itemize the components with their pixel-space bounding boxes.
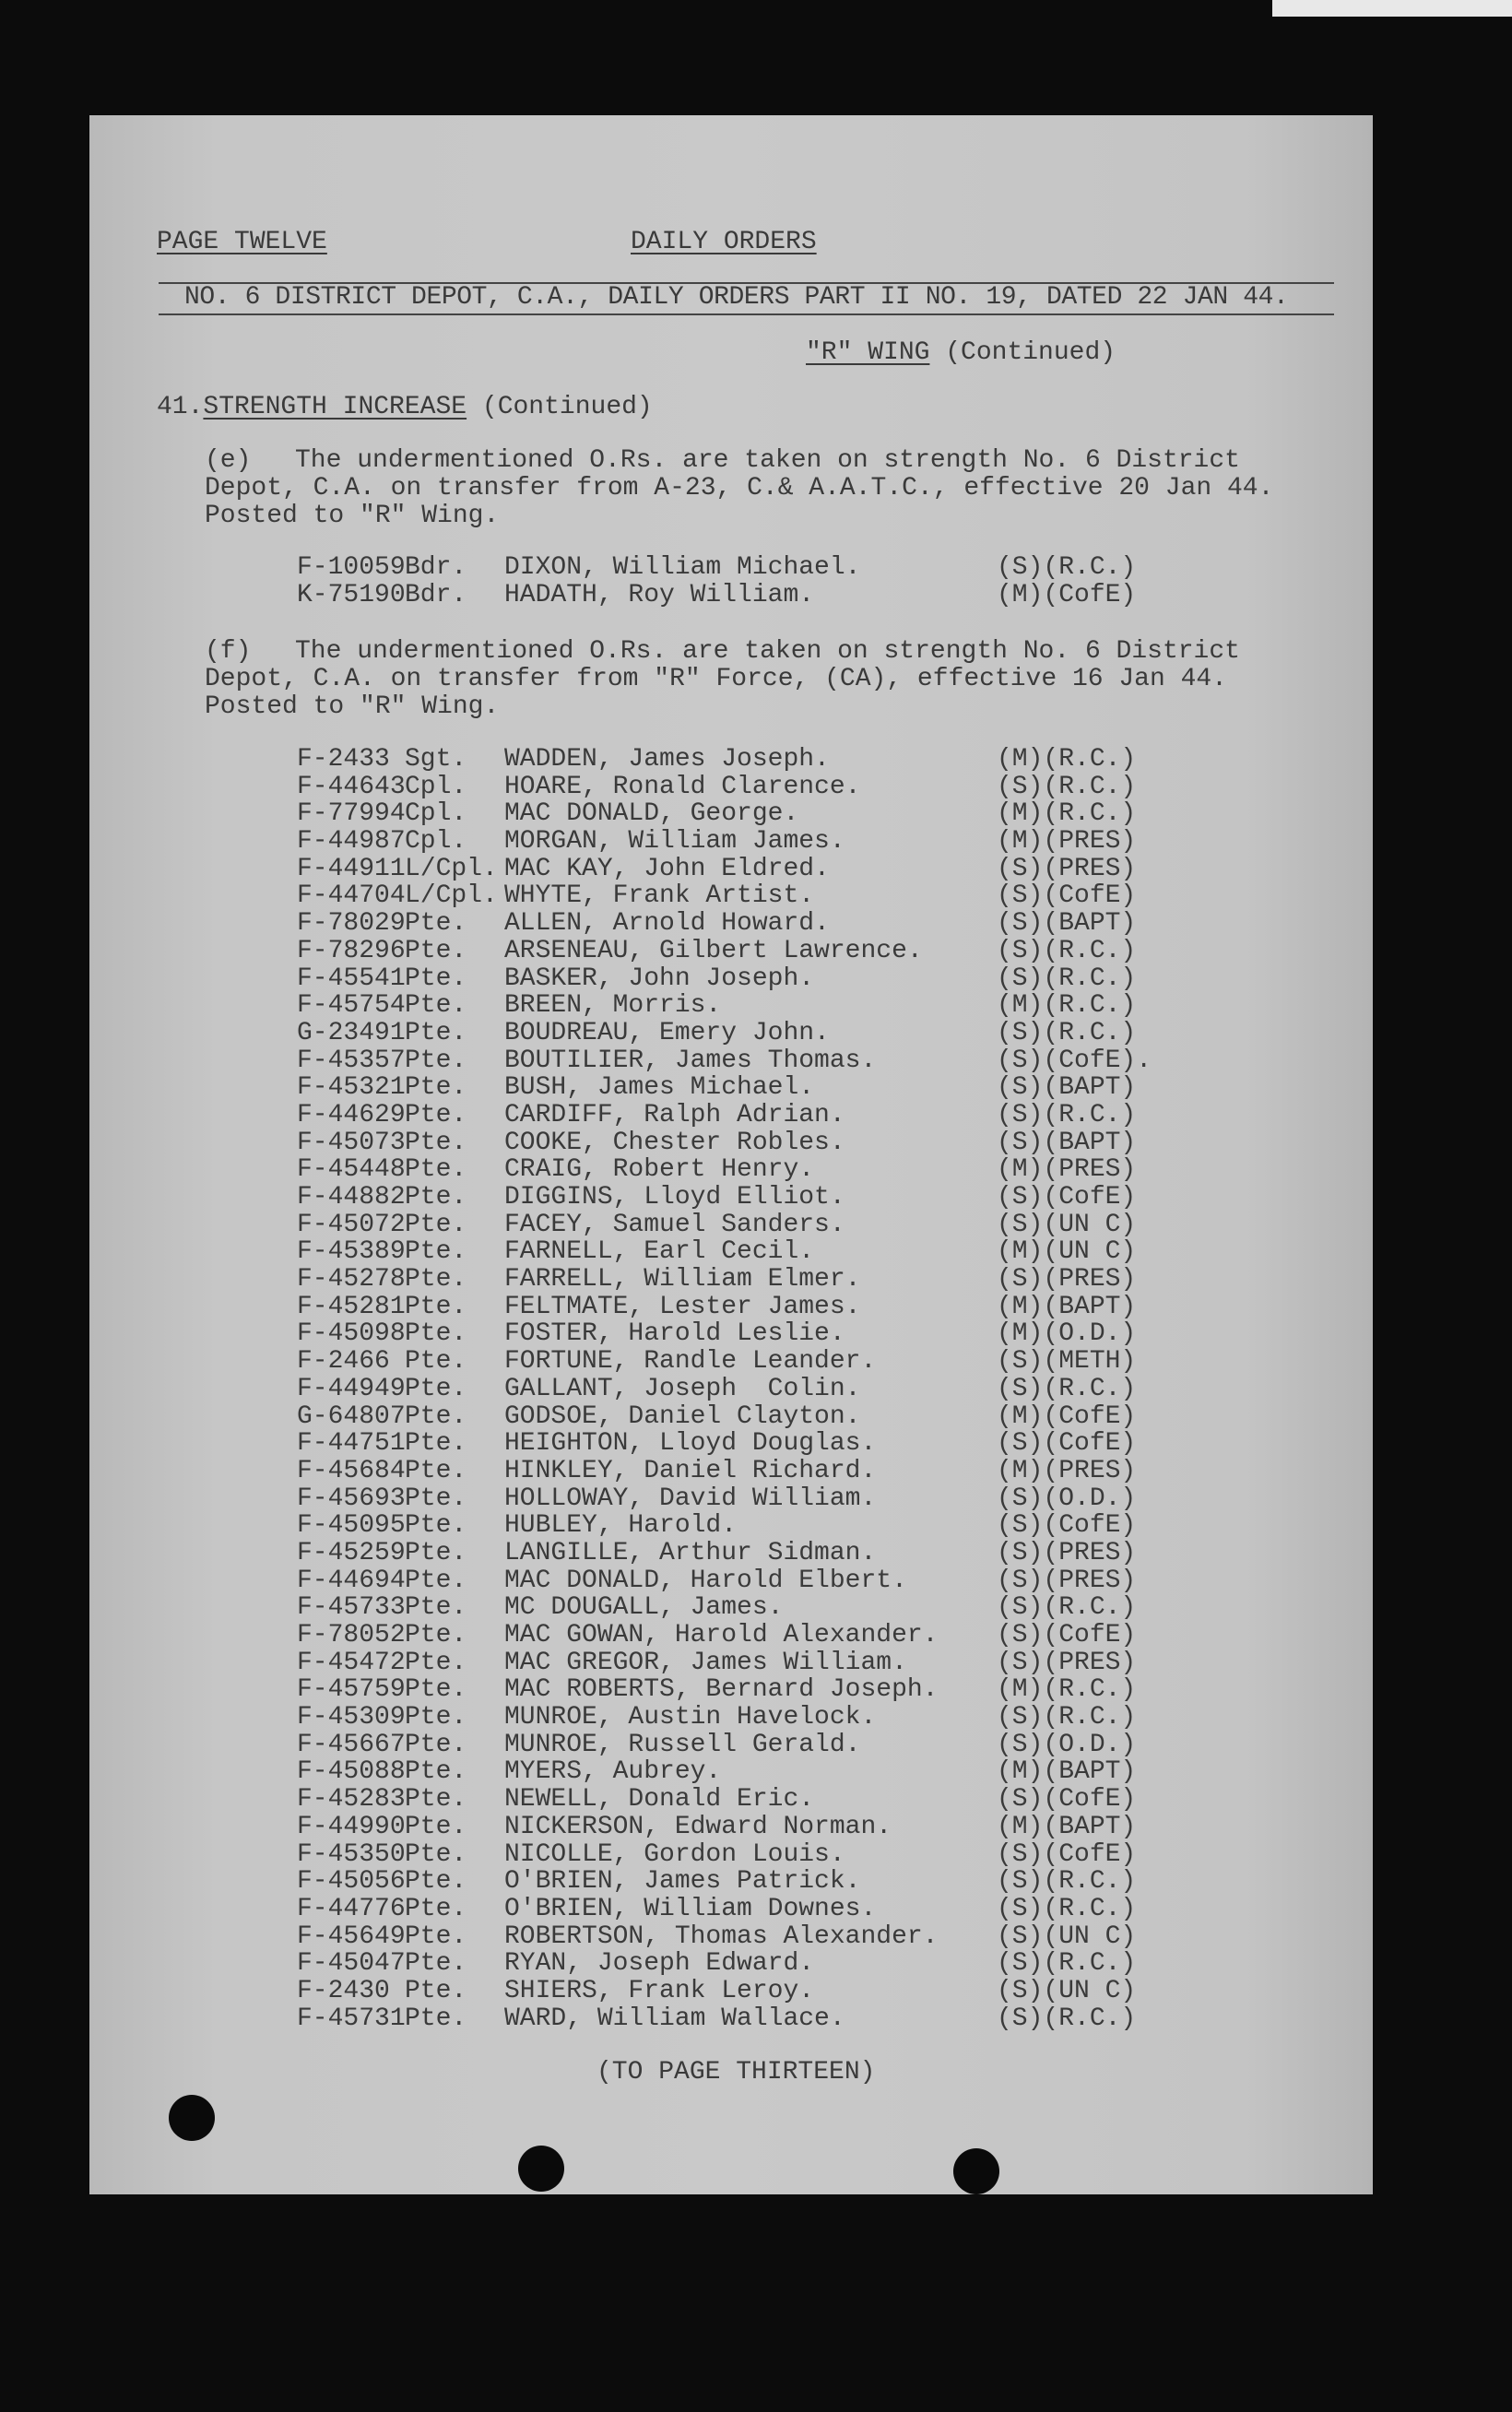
soldier-name: DIXON, William Michael.	[504, 553, 861, 582]
list-item	[297, 1430, 1357, 1458]
service-number: F-2430	[297, 1976, 390, 2005]
list-item	[297, 1266, 1357, 1294]
rank: Pte.	[405, 1183, 467, 1212]
rank: Pte.	[405, 964, 467, 993]
list-item	[297, 1594, 1357, 1622]
status-code: (M)(R.C.)	[997, 1675, 1137, 1705]
rank: Pte.	[405, 1867, 467, 1897]
rank: Pte.	[405, 1484, 467, 1513]
status-code: (M)(PRES)	[997, 827, 1137, 857]
soldier-name: WARD, William Wallace.	[504, 2004, 845, 2033]
list-item	[297, 1732, 1357, 1759]
service-number: F-44990	[297, 1812, 406, 1841]
para-e-line: Posted to "R" Wing.	[205, 502, 500, 530]
rank: Bdr.	[405, 580, 467, 609]
soldier-name: HOLLOWAY, David William.	[504, 1484, 877, 1513]
status-code: (M)(CofE)	[997, 1401, 1137, 1431]
document-title: DAILY ORDERS	[631, 228, 817, 256]
list-item	[297, 1896, 1357, 1923]
list-item	[297, 582, 1357, 609]
para-f-line: Depot, C.A. on transfer from "R" Force, (CA), effective 16 Jan 44.	[205, 665, 1227, 693]
status-code: (S)(R.C.)	[997, 1374, 1137, 1403]
soldier-name: NEWELL, Donald Eric.	[504, 1785, 815, 1815]
rank: Pte.	[405, 1265, 467, 1295]
rank: Cpl.	[405, 772, 467, 801]
rank: Pte.	[405, 1621, 467, 1649]
rank: Pte.	[405, 1155, 467, 1185]
service-number: F-45095	[297, 1511, 406, 1541]
status-code: (S)(R.C.)	[997, 1100, 1137, 1129]
list-item	[297, 1978, 1357, 2005]
service-number: F-45357	[297, 1046, 406, 1075]
status-code: (S)(O.D.)	[997, 1484, 1137, 1513]
list-item	[297, 1540, 1357, 1567]
entries-f	[297, 746, 1357, 2032]
status-code: (S)(CofE)	[997, 1511, 1137, 1541]
list-item	[297, 1294, 1357, 1321]
soldier-name: WADDEN, James Joseph.	[504, 745, 830, 774]
entries-e	[297, 554, 1357, 609]
status-code: (S)(CofE)	[997, 1785, 1137, 1815]
rank: Pte.	[405, 1046, 467, 1075]
list-item	[297, 992, 1357, 1020]
list-item	[297, 800, 1357, 828]
status-code: (S)(CofE)	[997, 1621, 1137, 1649]
soldier-name: RYAN, Joseph Edward.	[504, 1949, 815, 1979]
status-code: (S)(R.C.)	[997, 1949, 1137, 1979]
rank: Pte.	[405, 1429, 467, 1459]
list-item	[297, 1020, 1357, 1047]
service-number: F-78052	[297, 1621, 406, 1649]
soldier-name: HEIGHTON, Lloyd Douglas.	[504, 1429, 877, 1459]
status-code: (S)(BAPT)	[997, 909, 1137, 939]
status-code: (S)(METH)	[997, 1347, 1137, 1377]
status-code: (M)(R.C.)	[997, 799, 1137, 829]
rank: Pte.	[405, 1921, 467, 1951]
soldier-name: ALLEN, Arnold Howard.	[504, 909, 830, 939]
status-code: (S)(R.C.)	[997, 2004, 1137, 2033]
soldier-name: GODSOE, Daniel Clayton.	[504, 1401, 861, 1431]
soldier-name: FARRELL, William Elmer.	[504, 1265, 861, 1295]
service-number: F-2433	[297, 745, 390, 774]
service-number: G-64807	[297, 1401, 406, 1431]
service-number: F-44704	[297, 881, 406, 911]
punch-hole	[953, 2148, 999, 2194]
status-code: (S)(CofE)	[997, 1839, 1137, 1869]
service-number: F-45754	[297, 991, 406, 1021]
rank: Bdr.	[405, 553, 467, 582]
rank: Pte.	[405, 1538, 467, 1567]
status-code: (M)(R.C.)	[997, 991, 1137, 1021]
soldier-name: MORGAN, William James.	[504, 827, 845, 857]
status-code: (M)(R.C.)	[997, 745, 1137, 774]
soldier-name: MAC DONALD, Harold Elbert.	[504, 1566, 907, 1595]
para-f-line: Posted to "R" Wing.	[205, 692, 500, 721]
list-item	[297, 938, 1357, 965]
service-number: F-45667	[297, 1730, 406, 1759]
soldier-name: LANGILLE, Arthur Sidman.	[504, 1538, 877, 1567]
status-code: (M)(UN C)	[997, 1237, 1137, 1267]
service-number: F-45649	[297, 1921, 406, 1951]
service-number: F-45684	[297, 1456, 406, 1485]
service-number: F-45448	[297, 1155, 406, 1185]
rank: Pte.	[405, 2004, 467, 2033]
service-number: F-45731	[297, 2004, 406, 2033]
status-code: (S)(O.D.)	[997, 1730, 1137, 1759]
soldier-name: HOARE, Ronald Clarence.	[504, 772, 861, 801]
status-code: (S)(BAPT)	[997, 1073, 1137, 1103]
list-item	[297, 1156, 1357, 1184]
list-item	[297, 856, 1357, 883]
list-item	[297, 1841, 1357, 1869]
soldier-name: FORTUNE, Randle Leander.	[504, 1347, 877, 1377]
rank: Pte.	[405, 1292, 467, 1321]
status-code: (S)(BAPT)	[997, 1128, 1137, 1157]
status-code: (S)(PRES)	[997, 1566, 1137, 1595]
list-item	[297, 1238, 1357, 1266]
service-number: G-23491	[297, 1018, 406, 1047]
soldier-name: NICKERSON, Edward Norman.	[504, 1812, 892, 1841]
soldier-name: FOSTER, Harold Leslie.	[504, 1319, 845, 1349]
list-item	[297, 1403, 1357, 1431]
para-e-line: Depot, C.A. on transfer from A-23, C.& A.A.T.C., effective 20 Jan 44.	[205, 474, 1274, 502]
status-code: (M)(BAPT)	[997, 1757, 1137, 1787]
status-code: (S)(PRES)	[997, 1265, 1137, 1295]
list-item	[297, 1676, 1357, 1704]
service-number: F-44882	[297, 1183, 406, 1212]
service-number: F-45693	[297, 1484, 406, 1513]
service-number: F-77994	[297, 799, 406, 829]
rank: Pte.	[405, 1511, 467, 1541]
service-number: F-45541	[297, 964, 406, 993]
rank: Pte.	[405, 1100, 467, 1129]
scan-edge	[1272, 0, 1512, 17]
service-number: F-45056	[297, 1867, 406, 1897]
para-f-line: The undermentioned O.Rs. are taken on strength No. 6 District	[295, 637, 1240, 666]
service-number: F-45321	[297, 1073, 406, 1103]
list-item	[297, 828, 1357, 856]
soldier-name: MYERS, Aubrey.	[504, 1757, 722, 1787]
rank: Pte.	[405, 1812, 467, 1841]
list-item	[297, 1567, 1357, 1595]
service-number: F-45309	[297, 1703, 406, 1732]
service-number: F-44751	[297, 1429, 406, 1459]
soldier-name: BASKER, John Joseph.	[504, 964, 815, 993]
list-item	[297, 1512, 1357, 1540]
soldier-name: CRAIG, Robert Henry.	[504, 1155, 815, 1185]
status-code: (S)(UN C)	[997, 1976, 1137, 2005]
status-code: (S)(R.C.)	[997, 936, 1137, 965]
service-number: F-44911	[297, 854, 406, 883]
status-code: (M)(O.D.)	[997, 1319, 1137, 1349]
punch-hole	[169, 2095, 215, 2141]
status-code: (S)(R.C.)	[997, 772, 1137, 801]
list-item	[297, 1184, 1357, 1212]
soldier-name: MAC KAY, John Eldred.	[504, 854, 830, 883]
service-number: F-45098	[297, 1319, 406, 1349]
soldier-name: HINKLEY, Daniel Richard.	[504, 1456, 877, 1485]
list-item	[297, 1868, 1357, 1896]
service-number: F-10059	[297, 553, 406, 582]
list-item	[297, 1923, 1357, 1951]
status-code: (S)(R.C.)	[997, 1703, 1137, 1732]
service-number: F-45733	[297, 1593, 406, 1623]
list-item	[297, 1704, 1357, 1732]
list-item	[297, 1950, 1357, 1978]
status-code: (M)(BAPT)	[997, 1812, 1137, 1841]
soldier-name: O'BRIEN, James Patrick.	[504, 1867, 861, 1897]
service-number: F-45047	[297, 1949, 406, 1979]
service-number: F-45472	[297, 1648, 406, 1677]
soldier-name: MAC DONALD, George.	[504, 799, 799, 829]
service-number: F-45259	[297, 1538, 406, 1567]
wing-suffix: (Continued)	[945, 338, 1116, 367]
rank: L/Cpl.	[405, 881, 498, 911]
list-item	[297, 746, 1357, 774]
soldier-name: HADATH, Roy William.	[504, 580, 815, 609]
service-number: F-45278	[297, 1265, 406, 1295]
service-number: F-45389	[297, 1237, 406, 1267]
service-number: F-44776	[297, 1894, 406, 1923]
rank: Pte.	[405, 1566, 467, 1595]
para-e-line: The undermentioned O.Rs. are taken on strength No. 6 District	[295, 446, 1240, 475]
rank: Pte.	[405, 1319, 467, 1349]
status-code: (S)(CofE)	[997, 1429, 1137, 1459]
soldier-name: MAC ROBERTS, Bernard Joseph.	[504, 1675, 939, 1705]
rank: Pte.	[405, 936, 467, 965]
service-number: K-75190	[297, 580, 406, 609]
rank: Pte.	[405, 1757, 467, 1787]
rank: Sgt.	[405, 745, 467, 774]
list-item	[297, 1047, 1357, 1075]
rank: Pte.	[405, 1018, 467, 1047]
list-item	[297, 1129, 1357, 1157]
rank: Pte.	[405, 1073, 467, 1103]
rank: Pte.	[405, 1347, 467, 1377]
status-code: (M)(PRES)	[997, 1456, 1137, 1485]
rank: Pte.	[405, 1703, 467, 1732]
service-number: F-2466	[297, 1347, 390, 1377]
status-code: (S)(R.C.)	[997, 964, 1137, 993]
service-number: F-44629	[297, 1100, 406, 1129]
page-number: PAGE TWELVE	[157, 228, 327, 256]
soldier-name: BREEN, Morris.	[504, 991, 722, 1021]
list-item	[297, 1786, 1357, 1814]
rank: Pte.	[405, 1593, 467, 1623]
list-item	[297, 1485, 1357, 1513]
status-code: (S)(R.C.)	[997, 553, 1137, 582]
rank: Pte.	[405, 1374, 467, 1403]
list-item	[297, 1458, 1357, 1485]
soldier-name: BUSH, James Michael.	[504, 1073, 815, 1103]
list-item	[297, 1814, 1357, 1841]
section-suffix: (Continued)	[481, 393, 653, 421]
list-item	[297, 774, 1357, 801]
service-number: F-45073	[297, 1128, 406, 1157]
punch-hole	[518, 2146, 564, 2192]
rank: Pte.	[405, 1237, 467, 1267]
soldier-name: COOKE, Chester Robles.	[504, 1128, 845, 1157]
status-code: (M)(PRES)	[997, 1155, 1137, 1185]
soldier-name: NICOLLE, Gordon Louis.	[504, 1839, 845, 1869]
soldier-name: GALLANT, Joseph Colin.	[504, 1374, 861, 1403]
status-code: (S)(PRES)	[997, 1538, 1137, 1567]
service-number: F-78029	[297, 909, 406, 939]
status-code: (S)(PRES)	[997, 854, 1137, 883]
soldier-name: O'BRIEN, William Downes.	[504, 1894, 877, 1923]
rank: Pte.	[405, 1456, 467, 1485]
list-item	[297, 1212, 1357, 1239]
rank: Pte.	[405, 1401, 467, 1431]
status-code: (S)(PRES)	[997, 1648, 1137, 1677]
soldier-name: CARDIFF, Ralph Adrian.	[504, 1100, 845, 1129]
rank: Pte.	[405, 1894, 467, 1923]
soldier-name: MUNROE, Austin Havelock.	[504, 1703, 877, 1732]
service-number: F-44949	[297, 1374, 406, 1403]
rank: Pte.	[405, 1839, 467, 1869]
rank: L/Cpl.	[405, 854, 498, 883]
document-subtitle: NO. 6 DISTRICT DEPOT, C.A., DAILY ORDERS PART II NO. 19, DATED 22 JAN 44.	[184, 283, 1289, 312]
soldier-name: MUNROE, Russell Gerald.	[504, 1730, 861, 1759]
soldier-name: DIGGINS, Lloyd Elliot.	[504, 1183, 845, 1212]
list-item	[297, 1102, 1357, 1129]
soldier-name: BOUDREAU, Emery John.	[504, 1018, 830, 1047]
soldier-name: FELTMATE, Lester James.	[504, 1292, 861, 1321]
soldier-name: ARSENEAU, Gilbert Lawrence.	[504, 936, 923, 965]
rank: Pte.	[405, 1976, 467, 2005]
soldier-name: FARNELL, Earl Cecil.	[504, 1237, 815, 1267]
soldier-name: SHIERS, Frank Leroy.	[504, 1976, 815, 2005]
rank: Pte.	[405, 1730, 467, 1759]
soldier-name: MAC GOWAN, Harold Alexander.	[504, 1621, 939, 1649]
rank: Pte.	[405, 1210, 467, 1239]
service-number: F-44643	[297, 772, 406, 801]
list-item	[297, 910, 1357, 938]
section-title: STRENGTH INCREASE	[203, 393, 467, 421]
para-e-label: (e)	[205, 446, 252, 475]
continuation-note: (TO PAGE THIRTEEN)	[597, 2058, 876, 2087]
service-number: F-45072	[297, 1210, 406, 1239]
status-code: (S)(R.C.)	[997, 1018, 1137, 1047]
service-number: F-44694	[297, 1566, 406, 1595]
list-item	[297, 1622, 1357, 1649]
soldier-name: FACEY, Samuel Sanders.	[504, 1210, 845, 1239]
list-item	[297, 554, 1357, 582]
list-item	[297, 965, 1357, 993]
soldier-name: MAC GREGOR, James William.	[504, 1648, 907, 1677]
status-code: (M)(CofE)	[997, 580, 1137, 609]
rank: Cpl.	[405, 827, 467, 857]
section-number: 41.	[157, 393, 204, 421]
status-code: (M)(BAPT)	[997, 1292, 1137, 1321]
list-item	[297, 1758, 1357, 1786]
status-code: (S)(R.C.)	[997, 1593, 1137, 1623]
status-code: (S)(CofE)	[997, 881, 1137, 911]
rank: Pte.	[405, 1675, 467, 1705]
section-heading	[157, 394, 653, 421]
list-item	[297, 1376, 1357, 1403]
soldier-name: MC DOUGALL, James.	[504, 1593, 784, 1623]
rank: Cpl.	[405, 799, 467, 829]
service-number: F-45088	[297, 1757, 406, 1787]
list-item	[297, 1649, 1357, 1677]
list-item	[297, 1348, 1357, 1376]
status-code: (S)(CofE)	[997, 1183, 1137, 1212]
list-item	[297, 2005, 1357, 2033]
service-number: F-45759	[297, 1675, 406, 1705]
wing-heading	[806, 339, 1116, 367]
soldier-name: WHYTE, Frank Artist.	[504, 881, 815, 911]
service-number: F-45350	[297, 1839, 406, 1869]
list-item	[297, 1074, 1357, 1102]
service-number: F-45281	[297, 1292, 406, 1321]
rank: Pte.	[405, 1949, 467, 1979]
service-number: F-45283	[297, 1785, 406, 1815]
soldier-name: ROBERTSON, Thomas Alexander.	[504, 1921, 939, 1951]
status-code: (S)(UN C)	[997, 1921, 1137, 1951]
service-number: F-78296	[297, 936, 406, 965]
list-item	[297, 1320, 1357, 1348]
status-code: (S)(UN C)	[997, 1210, 1137, 1239]
list-item	[297, 882, 1357, 910]
rank: Pte.	[405, 1785, 467, 1815]
service-number: F-44987	[297, 827, 406, 857]
status-code: (S)(R.C.)	[997, 1867, 1137, 1897]
rank: Pte.	[405, 991, 467, 1021]
status-code: (S)(R.C.)	[997, 1894, 1137, 1923]
divider-bottom	[159, 313, 1334, 315]
para-f-label: (f)	[205, 637, 252, 666]
status-code: (S)(CofE).	[997, 1046, 1152, 1075]
wing-name: "R" WING	[806, 338, 930, 367]
soldier-name: HUBLEY, Harold.	[504, 1511, 738, 1541]
soldier-name: BOUTILIER, James Thomas.	[504, 1046, 877, 1075]
rank: Pte.	[405, 1128, 467, 1157]
rank: Pte.	[405, 909, 467, 939]
rank: Pte.	[405, 1648, 467, 1677]
